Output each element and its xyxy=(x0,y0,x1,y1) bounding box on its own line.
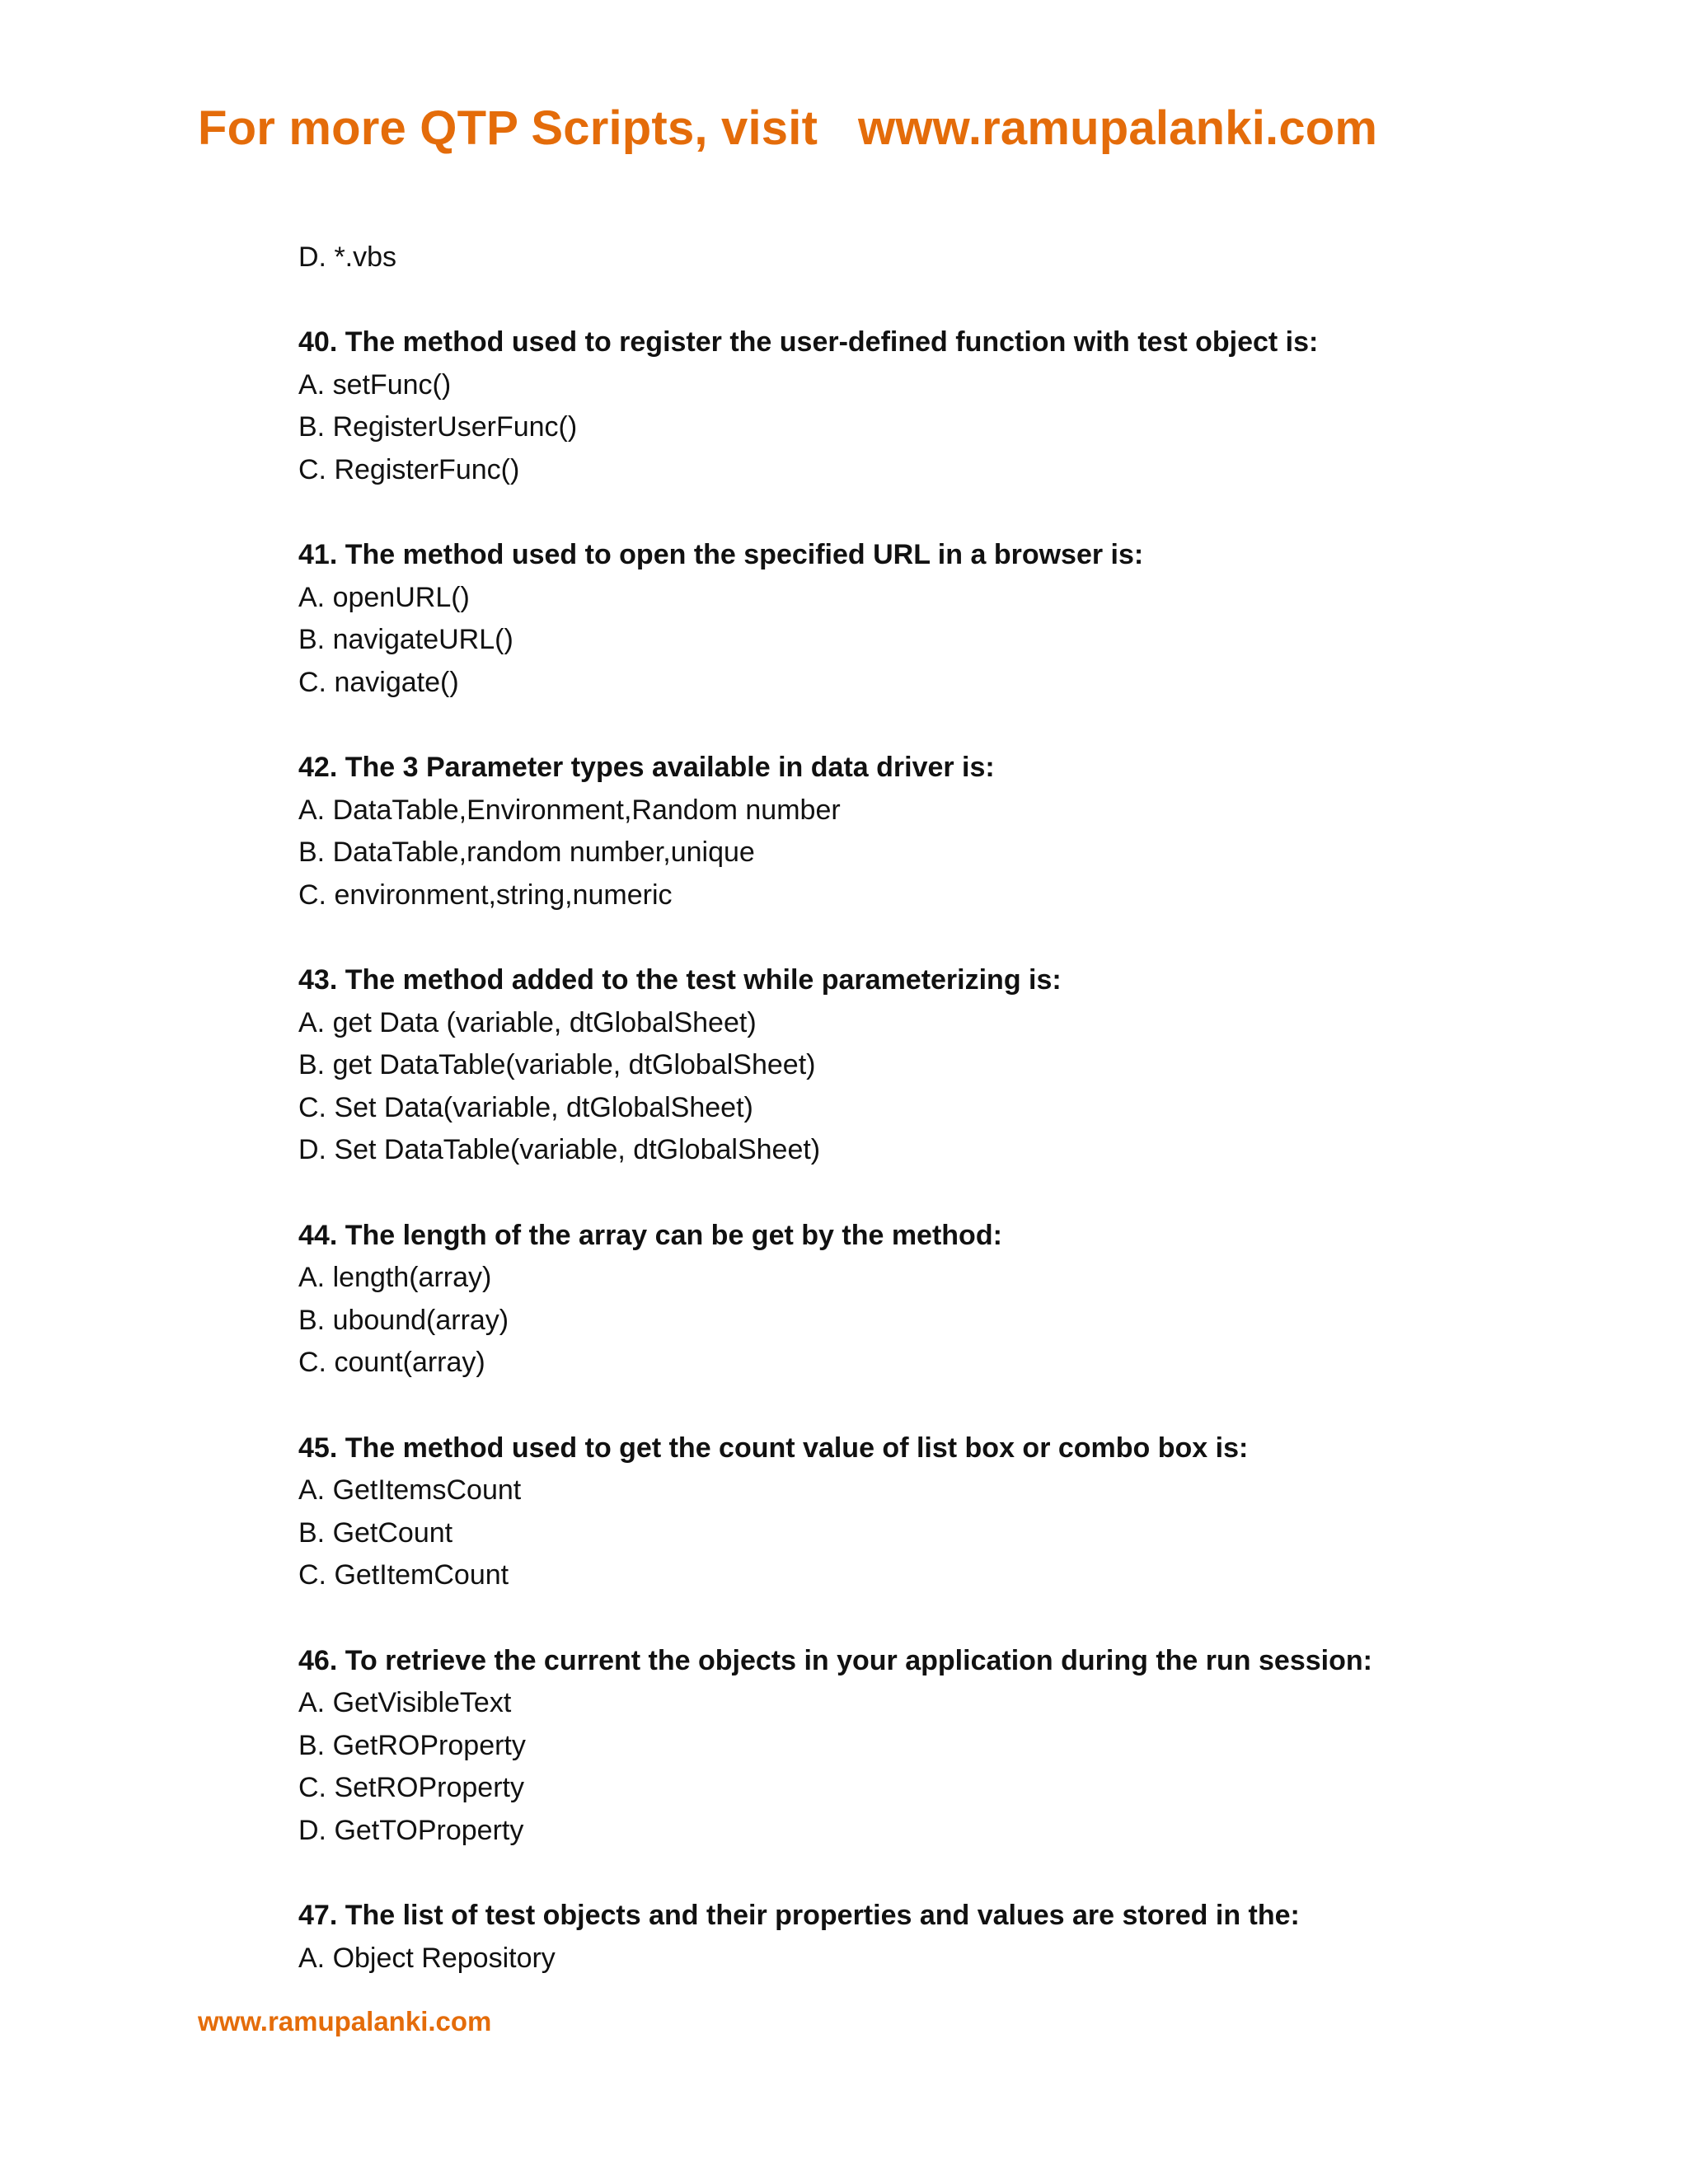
question-text: 41. The method used to open the specified URL in a browser is: xyxy=(298,539,1144,571)
answer-option: D. Set DataTable(variable, dtGlobalSheet) xyxy=(298,1134,821,1166)
answer-option: C. navigate() xyxy=(298,666,459,698)
question-block xyxy=(298,1895,1535,1980)
question-text: 43. The method added to the test while parameterizing is: xyxy=(298,964,1062,996)
question-text: 44. The length of the array can be get by the method: xyxy=(298,1219,1002,1251)
question-text: 47. The list of test objects and their properties and values are stored in the: xyxy=(298,1900,1300,1932)
answer-option: A. openURL() xyxy=(298,581,470,613)
answer-option: C. environment,string,numeric xyxy=(298,879,673,911)
answer-option: C. Set Data(variable, dtGlobalSheet) xyxy=(298,1091,753,1123)
answer-option: B. RegisterUserFunc() xyxy=(298,411,578,443)
answer-option: B. ubound(array) xyxy=(298,1304,509,1336)
question-block xyxy=(298,1427,1535,1597)
question-text: 42. The 3 Parameter types available in data driver is: xyxy=(298,752,995,784)
question-block xyxy=(298,1215,1535,1385)
answer-option: A. length(array) xyxy=(298,1262,492,1294)
question-list xyxy=(298,237,1535,1980)
answer-option: C. RegisterFunc() xyxy=(298,453,520,485)
question-block xyxy=(298,1640,1535,1853)
question-text: 40. The method used to register the user-defined function with test object is: xyxy=(298,326,1319,359)
question-text: 45. The method used to get the count value of list box or combo box is: xyxy=(298,1432,1249,1464)
answer-option: B. GetCount xyxy=(298,1516,453,1549)
question-block xyxy=(298,534,1535,704)
answer-option: A. GetVisibleText xyxy=(298,1687,512,1719)
leading-option: D. *.vbs xyxy=(298,241,397,273)
answer-option: B. get DataTable(variable, dtGlobalSheet) xyxy=(298,1049,816,1081)
answer-option: A. setFunc() xyxy=(298,368,452,401)
answer-option: A. GetItemsCount xyxy=(298,1474,522,1507)
question-text: 46. To retrieve the current the objects in your application during the run session: xyxy=(298,1644,1372,1676)
page-footer: www.ramupalanki.com xyxy=(198,2006,492,2036)
answer-option: B. DataTable,random number,unique xyxy=(298,837,755,869)
answer-option: A. get Data (variable, dtGlobalSheet) xyxy=(298,1006,757,1038)
answer-option: C. SetROProperty xyxy=(298,1772,524,1804)
answer-option: A. Object Repository xyxy=(298,1942,556,1974)
answer-option: C. count(array) xyxy=(298,1347,485,1379)
question-block xyxy=(298,321,1535,491)
question-block xyxy=(298,959,1535,1172)
question-block xyxy=(298,747,1535,916)
answer-option: D. GetTOProperty xyxy=(298,1814,524,1846)
page-header: For more QTP Scripts, visit www.ramupalanki.com xyxy=(198,101,1378,155)
answer-option: A. DataTable,Environment,Random number xyxy=(298,794,841,826)
answer-option: B. navigateURL() xyxy=(298,624,513,656)
answer-option: B. GetROProperty xyxy=(298,1729,526,1761)
answer-option: C. GetItemCount xyxy=(298,1559,509,1591)
